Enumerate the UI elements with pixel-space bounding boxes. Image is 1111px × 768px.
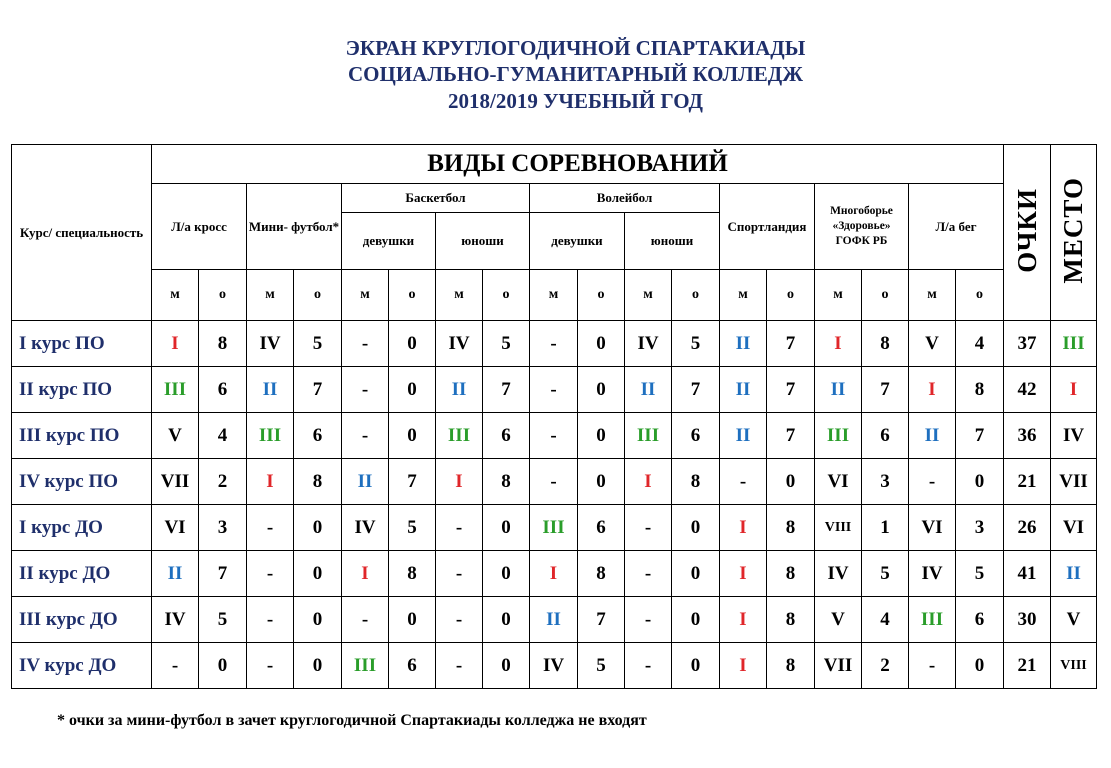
score-cell: 1 xyxy=(862,505,909,551)
row-name: IV курс ДО xyxy=(12,643,152,689)
m-label: м xyxy=(152,270,199,321)
basketball-boys: юноши xyxy=(436,213,530,270)
place-cell: - xyxy=(436,597,483,643)
score-cell: 8 xyxy=(956,367,1004,413)
place-cell: I xyxy=(436,459,483,505)
score-cell: 8 xyxy=(389,551,436,597)
row-name: III курс ПО xyxy=(12,413,152,459)
place-cell: II xyxy=(909,413,956,459)
o-label: о xyxy=(483,270,530,321)
place-cell: IV xyxy=(530,643,578,689)
score-cell: 0 xyxy=(578,321,625,367)
place-cell: I xyxy=(720,551,767,597)
place-cell: - xyxy=(247,551,294,597)
m-label: м xyxy=(247,270,294,321)
score-cell: 0 xyxy=(767,459,815,505)
place-cell: V xyxy=(815,597,862,643)
results-table xyxy=(11,144,1097,689)
score-cell: 5 xyxy=(389,505,436,551)
score-cell: 5 xyxy=(862,551,909,597)
score-cell: 0 xyxy=(483,643,530,689)
place-cell: - xyxy=(909,459,956,505)
score-cell: 0 xyxy=(389,321,436,367)
place-cell: III xyxy=(625,413,672,459)
total-points: 21 xyxy=(1004,643,1051,689)
score-cell: 8 xyxy=(862,321,909,367)
table-row xyxy=(12,367,1097,413)
place-cell: III xyxy=(909,597,956,643)
mo-header-row xyxy=(12,270,1097,321)
score-cell: 0 xyxy=(956,643,1004,689)
place-cell: - xyxy=(530,367,578,413)
table-row xyxy=(12,413,1097,459)
place-cell: II xyxy=(720,413,767,459)
place-cell: I xyxy=(625,459,672,505)
header-points-cell xyxy=(1004,145,1051,321)
score-cell: 6 xyxy=(862,413,909,459)
title-line-2: СОЦИАЛЬНО-ГУМАНИТАРНЫЙ КОЛЛЕДЖ xyxy=(348,62,803,86)
place-cell: I xyxy=(152,321,199,367)
score-cell: 6 xyxy=(578,505,625,551)
final-place: IV xyxy=(1051,413,1097,459)
place-cell: II xyxy=(815,367,862,413)
score-cell: 5 xyxy=(294,321,342,367)
m-label: м xyxy=(436,270,483,321)
final-place: V xyxy=(1051,597,1097,643)
place-cell: I xyxy=(530,551,578,597)
place-cell: IV xyxy=(436,321,483,367)
final-place: VII xyxy=(1051,459,1097,505)
o-label: о xyxy=(294,270,342,321)
place-cell: II xyxy=(342,459,389,505)
o-label: о xyxy=(956,270,1004,321)
event-basketball: Баскетбол xyxy=(342,184,530,213)
event-allround: Многоборье «Здоровье» ГОФК РБ xyxy=(815,184,909,270)
place-cell: VII xyxy=(152,459,199,505)
score-cell: 8 xyxy=(294,459,342,505)
score-cell: 3 xyxy=(956,505,1004,551)
score-cell: 0 xyxy=(578,367,625,413)
place-cell: - xyxy=(247,643,294,689)
place-cell: I xyxy=(720,597,767,643)
m-label: м xyxy=(530,270,578,321)
score-cell: 2 xyxy=(862,643,909,689)
score-cell: 0 xyxy=(199,643,247,689)
score-cell: 8 xyxy=(767,597,815,643)
place-cell: - xyxy=(247,505,294,551)
score-cell: 0 xyxy=(389,597,436,643)
footnote: * очки за мини-футбол в зачет круглогодичной Спартакиады колледжа не входят xyxy=(57,712,647,729)
place-cell: II xyxy=(625,367,672,413)
m-label: м xyxy=(720,270,767,321)
place-cell: - xyxy=(530,413,578,459)
m-label: м xyxy=(625,270,672,321)
place-cell: - xyxy=(342,413,389,459)
final-place: II xyxy=(1051,551,1097,597)
total-points: 21 xyxy=(1004,459,1051,505)
score-cell: 0 xyxy=(294,505,342,551)
score-cell: 7 xyxy=(294,367,342,413)
place-cell: I xyxy=(720,505,767,551)
table-row xyxy=(12,597,1097,643)
header-place-cell xyxy=(1051,145,1097,321)
score-cell: 8 xyxy=(767,505,815,551)
place-cell: - xyxy=(342,597,389,643)
score-cell: 5 xyxy=(956,551,1004,597)
place-cell: VI xyxy=(815,459,862,505)
place-cell: IV xyxy=(247,321,294,367)
score-cell: 7 xyxy=(483,367,530,413)
place-cell: III xyxy=(530,505,578,551)
place-cell: II xyxy=(720,321,767,367)
place-cell: - xyxy=(625,643,672,689)
place-cell: - xyxy=(625,551,672,597)
place-cell: II xyxy=(720,367,767,413)
total-points: 30 xyxy=(1004,597,1051,643)
place-cell: II xyxy=(152,551,199,597)
score-cell: 7 xyxy=(767,321,815,367)
o-label: о xyxy=(767,270,815,321)
score-cell: 0 xyxy=(294,597,342,643)
score-cell: 8 xyxy=(767,551,815,597)
final-place: VIII xyxy=(1051,643,1097,689)
table-row xyxy=(12,505,1097,551)
score-cell: 0 xyxy=(483,551,530,597)
score-cell: 4 xyxy=(956,321,1004,367)
volleyball-girls: девушки xyxy=(530,213,625,270)
score-cell: 7 xyxy=(672,367,720,413)
score-cell: 7 xyxy=(578,597,625,643)
score-cell: 3 xyxy=(862,459,909,505)
row-name: II курс ДО xyxy=(12,551,152,597)
final-place: III xyxy=(1051,321,1097,367)
score-cell: 0 xyxy=(389,367,436,413)
o-label: о xyxy=(389,270,436,321)
score-cell: 6 xyxy=(199,367,247,413)
score-cell: 3 xyxy=(199,505,247,551)
place-cell: VII xyxy=(815,643,862,689)
m-label: м xyxy=(342,270,389,321)
score-cell: 6 xyxy=(672,413,720,459)
score-cell: 7 xyxy=(767,413,815,459)
place-cell: V xyxy=(152,413,199,459)
row-name: IV курс ПО xyxy=(12,459,152,505)
score-cell: 8 xyxy=(767,643,815,689)
row-name: I курс ПО xyxy=(12,321,152,367)
score-cell: 5 xyxy=(199,597,247,643)
score-cell: 8 xyxy=(578,551,625,597)
table-row xyxy=(12,459,1097,505)
total-points: 37 xyxy=(1004,321,1051,367)
event-run: Л/а бег xyxy=(909,184,1004,270)
place-cell: I xyxy=(342,551,389,597)
place-cell: - xyxy=(625,597,672,643)
score-cell: 6 xyxy=(483,413,530,459)
o-label: о xyxy=(862,270,909,321)
place-cell: - xyxy=(342,367,389,413)
event-cross: Л/а кросс xyxy=(152,184,247,270)
place-cell: - xyxy=(247,597,294,643)
score-cell: 0 xyxy=(389,413,436,459)
place-cell: III xyxy=(436,413,483,459)
title-line-3: 2018/2019 УЧЕБНЫЙ ГОД xyxy=(448,89,703,113)
score-cell: 0 xyxy=(956,459,1004,505)
place-cell: III xyxy=(152,367,199,413)
place-cell: III xyxy=(815,413,862,459)
row-name: II курс ПО xyxy=(12,367,152,413)
place-cell: III xyxy=(247,413,294,459)
score-cell: 0 xyxy=(294,643,342,689)
header-points: ОЧКИ xyxy=(1011,187,1042,273)
score-cell: 0 xyxy=(672,505,720,551)
score-cell: 5 xyxy=(483,321,530,367)
place-cell: V xyxy=(909,321,956,367)
results-body xyxy=(12,321,1097,689)
score-cell: 4 xyxy=(199,413,247,459)
score-cell: 0 xyxy=(672,551,720,597)
score-cell: 0 xyxy=(483,597,530,643)
score-cell: 7 xyxy=(956,413,1004,459)
score-cell: 5 xyxy=(578,643,625,689)
place-cell: - xyxy=(530,459,578,505)
place-cell: II xyxy=(436,367,483,413)
place-cell: IV xyxy=(815,551,862,597)
total-points: 41 xyxy=(1004,551,1051,597)
score-cell: 0 xyxy=(672,643,720,689)
volleyball-boys: юноши xyxy=(625,213,720,270)
final-place: I xyxy=(1051,367,1097,413)
score-cell: 6 xyxy=(294,413,342,459)
score-cell: 7 xyxy=(862,367,909,413)
row-name: III курс ДО xyxy=(12,597,152,643)
score-cell: 6 xyxy=(389,643,436,689)
score-cell: 8 xyxy=(483,459,530,505)
total-points: 26 xyxy=(1004,505,1051,551)
place-cell: I xyxy=(909,367,956,413)
score-cell: 6 xyxy=(956,597,1004,643)
row-name: I курс ДО xyxy=(12,505,152,551)
score-cell: 7 xyxy=(199,551,247,597)
o-label: о xyxy=(578,270,625,321)
score-cell: 0 xyxy=(578,459,625,505)
header-spec: Курс/ специальность xyxy=(12,145,152,321)
event-sportland: Спортландия xyxy=(720,184,815,270)
score-cell: 7 xyxy=(767,367,815,413)
place-cell: VIII xyxy=(815,505,862,551)
place-cell: I xyxy=(247,459,294,505)
place-cell: VI xyxy=(152,505,199,551)
header-place: МЕСТО xyxy=(1058,176,1088,284)
o-label: о xyxy=(672,270,720,321)
event-minifootball: Мини- футбол* xyxy=(247,184,342,270)
basketball-girls: девушки xyxy=(342,213,436,270)
place-cell: I xyxy=(720,643,767,689)
title-line-1: ЭКРАН КРУГЛОГОДИЧНОЙ СПАРТАКИАДЫ xyxy=(345,36,806,60)
score-cell: 0 xyxy=(483,505,530,551)
place-cell: - xyxy=(152,643,199,689)
place-cell: II xyxy=(247,367,294,413)
o-label: о xyxy=(199,270,247,321)
table-row xyxy=(12,643,1097,689)
score-cell: 0 xyxy=(578,413,625,459)
place-cell: - xyxy=(342,321,389,367)
place-cell: IV xyxy=(152,597,199,643)
place-cell: - xyxy=(436,551,483,597)
score-cell: 2 xyxy=(199,459,247,505)
event-volleyball: Волейбол xyxy=(530,184,720,213)
score-cell: 8 xyxy=(199,321,247,367)
score-cell: 7 xyxy=(389,459,436,505)
place-cell: - xyxy=(720,459,767,505)
total-points: 42 xyxy=(1004,367,1051,413)
place-cell: VI xyxy=(909,505,956,551)
score-cell: 8 xyxy=(672,459,720,505)
place-cell: IV xyxy=(625,321,672,367)
place-cell: - xyxy=(909,643,956,689)
m-label: м xyxy=(909,270,956,321)
score-cell: 4 xyxy=(862,597,909,643)
final-place: VI xyxy=(1051,505,1097,551)
place-cell: - xyxy=(625,505,672,551)
place-cell: III xyxy=(342,643,389,689)
score-cell: 5 xyxy=(672,321,720,367)
place-cell: I xyxy=(815,321,862,367)
place-cell: II xyxy=(530,597,578,643)
place-cell: - xyxy=(530,321,578,367)
place-cell: IV xyxy=(909,551,956,597)
m-label: м xyxy=(815,270,862,321)
total-points: 36 xyxy=(1004,413,1051,459)
score-cell: 0 xyxy=(294,551,342,597)
score-cell: 0 xyxy=(672,597,720,643)
table-row xyxy=(12,551,1097,597)
table-row xyxy=(12,321,1097,367)
header-competitions: ВИДЫ СОРЕВНОВАНИЙ xyxy=(152,145,1004,184)
place-cell: - xyxy=(436,505,483,551)
place-cell: - xyxy=(436,643,483,689)
place-cell: IV xyxy=(342,505,389,551)
